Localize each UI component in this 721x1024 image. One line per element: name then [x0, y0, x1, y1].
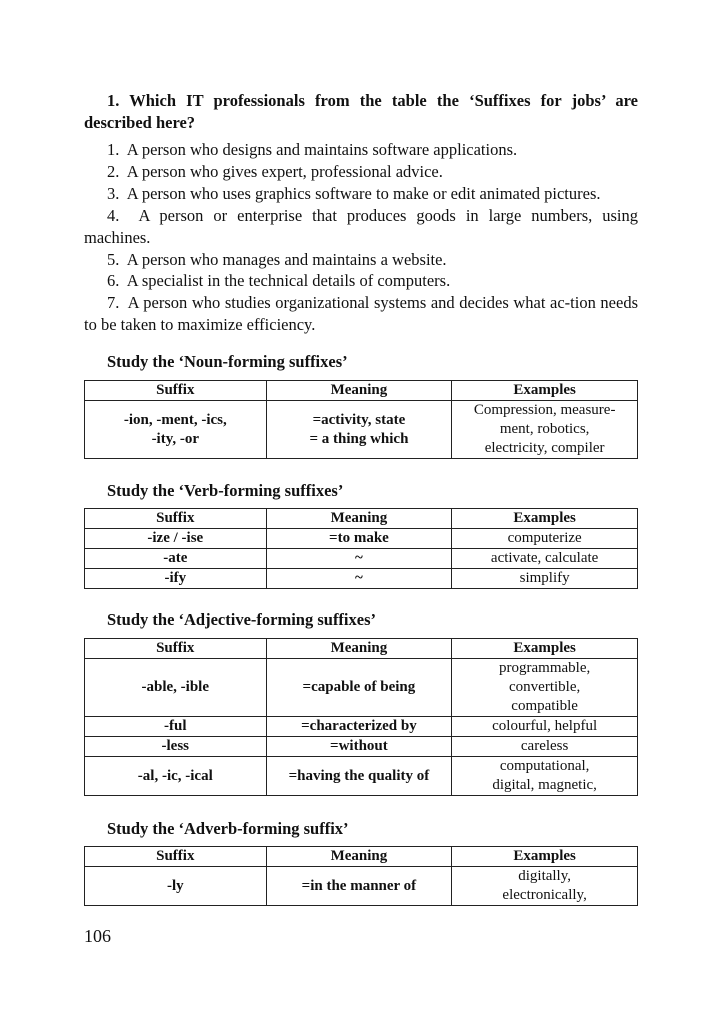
examples-cell: Compression, measure- ment, robotics, electricity, compiler — [452, 401, 638, 459]
list-item — [84, 292, 638, 336]
meaning-cell: =without — [266, 737, 452, 757]
list-item — [84, 183, 638, 205]
table-row — [85, 569, 638, 589]
meaning-cell: =in the manner of — [266, 867, 452, 906]
item-text: A specialist in the technical details of computers. — [126, 271, 451, 291]
list-item — [84, 161, 638, 183]
table-row — [85, 737, 638, 757]
header-suffix: Suffix — [85, 509, 267, 529]
header-meaning: Meaning — [266, 381, 452, 401]
examples-cell: careless — [452, 737, 638, 757]
verb-suffixes-table — [84, 508, 638, 589]
list-item — [84, 270, 638, 292]
noun-suffixes-heading: Study the ‘Noun-forming suffixes’ — [107, 352, 348, 371]
suffix-cell: -less — [85, 737, 267, 757]
table-header-row — [85, 639, 638, 659]
examples-cell: activate, calculate — [452, 549, 638, 569]
list-item — [84, 205, 638, 249]
meaning-cell: =capable of being — [266, 659, 452, 717]
meaning-cell: ~ — [266, 549, 452, 569]
examples-cell: colourful, helpful — [452, 717, 638, 737]
item-number: 6. — [107, 271, 120, 291]
table-row — [85, 549, 638, 569]
exercise-question: 1. Which IT professionals from the table the ‘Suffixes for jobs’ are described here? — [84, 91, 638, 132]
table-header-row — [85, 381, 638, 401]
header-meaning: Meaning — [266, 847, 452, 867]
suffix-cell: -ize / -ise — [85, 529, 267, 549]
header-meaning: Meaning — [266, 639, 452, 659]
item-number: 3. — [107, 183, 120, 203]
table-header-row — [85, 509, 638, 529]
adverb-suffixes-heading: Study the ‘Adverb-forming suffix’ — [107, 819, 349, 838]
item-number: 1. — [107, 140, 120, 159]
table-row — [85, 867, 638, 906]
noun-suffixes-table — [84, 380, 638, 459]
item-number: 2. — [107, 161, 120, 181]
table-row — [85, 659, 638, 717]
item-text: A person who gives expert, professional advice. — [126, 161, 443, 181]
meaning-cell: =to make — [266, 529, 452, 549]
header-examples: Examples — [452, 639, 638, 659]
header-suffix: Suffix — [85, 381, 267, 401]
header-examples: Examples — [452, 509, 638, 529]
table-row — [85, 401, 638, 459]
examples-cell: programmable, convertible, compatible — [452, 659, 638, 717]
meaning-cell: =having the quality of — [266, 757, 452, 796]
adjective-suffixes-table — [84, 638, 638, 796]
table-row — [85, 757, 638, 796]
suffix-cell: -able, -ible — [85, 659, 267, 717]
examples-cell: computerize — [452, 529, 638, 549]
suffix-cell: -ful — [85, 717, 267, 737]
adverb-suffixes-table — [84, 846, 638, 906]
table-row — [85, 717, 638, 737]
suffix-cell: -ate — [85, 549, 267, 569]
suffix-cell: -ly — [85, 867, 267, 906]
meaning-cell: ~ — [266, 569, 452, 589]
item-number: 5. — [107, 249, 120, 269]
examples-cell: digitally, electronically, — [452, 867, 638, 906]
examples-cell: computational, digital, magnetic, — [452, 757, 638, 796]
suffix-cell: -ion, -ment, -ics, -ity, -or — [85, 401, 267, 459]
verb-suffixes-heading: Study the ‘Verb-forming suffixes’ — [107, 481, 344, 500]
page-number: 106 — [84, 926, 111, 946]
item-number: 7. — [107, 293, 120, 313]
header-suffix: Suffix — [85, 639, 267, 659]
suffix-cell: -ify — [85, 569, 267, 589]
examples-cell: simplify — [452, 569, 638, 589]
header-meaning: Meaning — [266, 509, 452, 529]
item-text: A person who manages and maintains a website. — [126, 249, 447, 269]
header-suffix: Suffix — [85, 847, 267, 867]
header-examples: Examples — [452, 847, 638, 867]
item-text: A person who designs and maintains software applications. — [126, 140, 518, 159]
suffix-cell: -al, -ic, -ical — [85, 757, 267, 796]
table-row — [85, 529, 638, 549]
header-examples: Examples — [452, 381, 638, 401]
item-text: A person who uses graphics software to make or edit animated pictures. — [126, 183, 601, 203]
meaning-cell: =characterized by — [266, 717, 452, 737]
description-list — [84, 139, 638, 336]
meaning-cell: =activity, state = a thing which — [266, 401, 452, 459]
table-header-row — [85, 847, 638, 867]
item-text: A person or enterprise that produces goods in large numbers, using machines. — [84, 205, 638, 247]
adjective-suffixes-heading: Study the ‘Adjective-forming suffixes’ — [107, 610, 377, 629]
list-item — [84, 249, 638, 271]
item-number: 4. — [107, 205, 120, 225]
list-item — [84, 139, 638, 161]
item-text: A person who studies organizational systems and decides what ac-tion needs to be taken to maximize efficiency. — [84, 293, 638, 335]
